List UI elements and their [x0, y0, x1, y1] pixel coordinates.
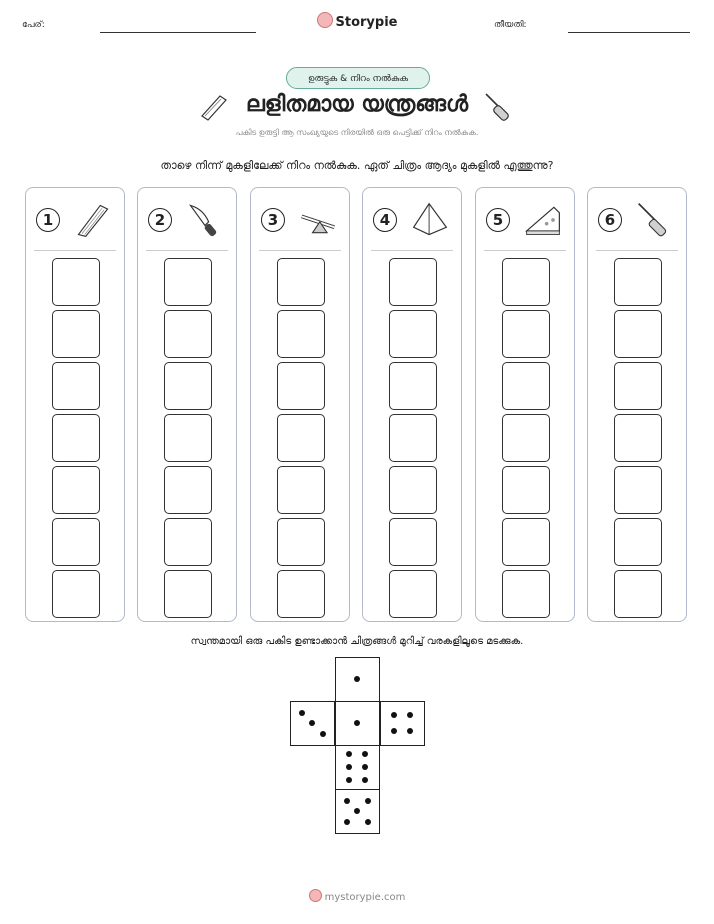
- subtitle: പകിട ഉരുട്ടി ആ സംഖ്യയുടെ നിരയിൽ ഒരു പെട്ടിക്ക് നിറം നൽകുക.: [235, 128, 479, 137]
- fold-instruction: സ്വന്തമായി ഒരു പകിട ഉണ്ടാക്കാൻ ചിത്രങ്ങൾ മുറിച്ച് വരകളിലൂടെ മടക്കുക.: [190, 636, 524, 647]
- color-box[interactable]: [389, 362, 437, 410]
- name-label: പേര്:: [22, 20, 45, 30]
- color-box[interactable]: [502, 362, 550, 410]
- column-2: [137, 187, 237, 622]
- color-box[interactable]: [614, 518, 662, 566]
- die-pip: [346, 764, 352, 770]
- footer: mystorypie.com: [0, 889, 714, 903]
- die-pip: [354, 720, 360, 726]
- color-box[interactable]: [389, 518, 437, 566]
- die-pip: [362, 764, 368, 770]
- die-pip: [365, 819, 371, 825]
- color-box[interactable]: [502, 310, 550, 358]
- color-box[interactable]: [277, 258, 325, 306]
- column-number: 5: [486, 208, 510, 232]
- die-pip: [391, 728, 397, 734]
- color-box[interactable]: [164, 310, 212, 358]
- color-box[interactable]: [614, 310, 662, 358]
- column-number: 6: [598, 208, 622, 232]
- color-box[interactable]: [614, 570, 662, 618]
- color-box[interactable]: [614, 258, 662, 306]
- instruction: താഴെ നിന്ന് മുകളിലേക്ക് നിറം നൽകുക. ഏത് ചിത്രം ആദ്യം മുകളിൽ എത്തുന്നു?: [160, 159, 554, 172]
- die-pip: [354, 808, 360, 814]
- page-title: ലളിതമായ യന്ത്രങ്ങൾ: [245, 92, 469, 117]
- divider: [34, 250, 116, 251]
- column-number: 2: [148, 208, 172, 232]
- die-pip: [320, 731, 326, 737]
- color-box[interactable]: [52, 258, 100, 306]
- color-box[interactable]: [52, 414, 100, 462]
- color-box[interactable]: [164, 414, 212, 462]
- column-number: 3: [261, 208, 285, 232]
- color-box[interactable]: [502, 518, 550, 566]
- die-face-6: [335, 745, 380, 790]
- activity-badge: ഉരുട്ടുക & നിറം നൽകുക: [286, 67, 430, 89]
- die-face-3: [290, 701, 335, 746]
- die-pip: [309, 720, 315, 726]
- divider: [484, 250, 566, 251]
- die-pip: [391, 712, 397, 718]
- color-box[interactable]: [277, 466, 325, 514]
- color-box[interactable]: [164, 570, 212, 618]
- color-box[interactable]: [277, 362, 325, 410]
- color-box[interactable]: [52, 570, 100, 618]
- die-pip: [365, 798, 371, 804]
- color-box[interactable]: [52, 518, 100, 566]
- color-box[interactable]: [52, 466, 100, 514]
- color-box[interactable]: [502, 466, 550, 514]
- name-line[interactable]: [100, 32, 256, 33]
- divider: [596, 250, 678, 251]
- color-box[interactable]: [277, 570, 325, 618]
- color-box[interactable]: [614, 466, 662, 514]
- color-box[interactable]: [164, 466, 212, 514]
- die-pip: [354, 676, 360, 682]
- color-box[interactable]: [389, 258, 437, 306]
- die-face-1: [335, 701, 380, 746]
- color-box[interactable]: [164, 362, 212, 410]
- die-pip: [362, 751, 368, 757]
- color-box[interactable]: [389, 570, 437, 618]
- column-5: [475, 187, 575, 622]
- color-box[interactable]: [502, 258, 550, 306]
- date-label: തീയതി:: [494, 20, 527, 30]
- color-box[interactable]: [614, 362, 662, 410]
- color-box[interactable]: [164, 258, 212, 306]
- pig-logo-icon: [317, 12, 333, 28]
- color-box[interactable]: [502, 570, 550, 618]
- date-line[interactable]: [568, 32, 690, 33]
- column-3: [250, 187, 350, 622]
- color-box[interactable]: [164, 518, 212, 566]
- die-pip: [299, 710, 305, 716]
- die-pip: [344, 798, 350, 804]
- color-box[interactable]: [389, 466, 437, 514]
- pyramid-icon: [409, 200, 451, 240]
- color-box[interactable]: [389, 310, 437, 358]
- screwdriver-icon: [634, 200, 676, 240]
- column-number: 4: [373, 208, 397, 232]
- wooden-plank-icon: [72, 200, 114, 240]
- divider: [259, 250, 341, 251]
- color-box[interactable]: [52, 310, 100, 358]
- divider: [371, 250, 453, 251]
- die-pip: [346, 777, 352, 783]
- die-pip: [344, 819, 350, 825]
- color-box[interactable]: [614, 414, 662, 462]
- column-4: [362, 187, 462, 622]
- screwdriver-icon: [482, 90, 516, 124]
- column-number: 1: [36, 208, 60, 232]
- wedge-icon: [522, 200, 564, 240]
- column-6: [587, 187, 687, 622]
- die-pip: [346, 751, 352, 757]
- color-box[interactable]: [277, 414, 325, 462]
- color-box[interactable]: [277, 518, 325, 566]
- die-face-5: [335, 789, 380, 834]
- color-box[interactable]: [502, 414, 550, 462]
- brand-logo: Storypie: [0, 12, 714, 30]
- die-pip: [362, 777, 368, 783]
- color-box[interactable]: [389, 414, 437, 462]
- seesaw-lever-icon: [297, 200, 339, 240]
- color-box[interactable]: [277, 310, 325, 358]
- pig-logo-icon: [309, 889, 322, 902]
- divider: [146, 250, 228, 251]
- color-box[interactable]: [52, 362, 100, 410]
- die-pip: [407, 712, 413, 718]
- die-face-1: [335, 657, 380, 702]
- knife-icon: [184, 200, 226, 240]
- die-pip: [407, 728, 413, 734]
- die-face-4: [380, 701, 425, 746]
- column-1: [25, 187, 125, 622]
